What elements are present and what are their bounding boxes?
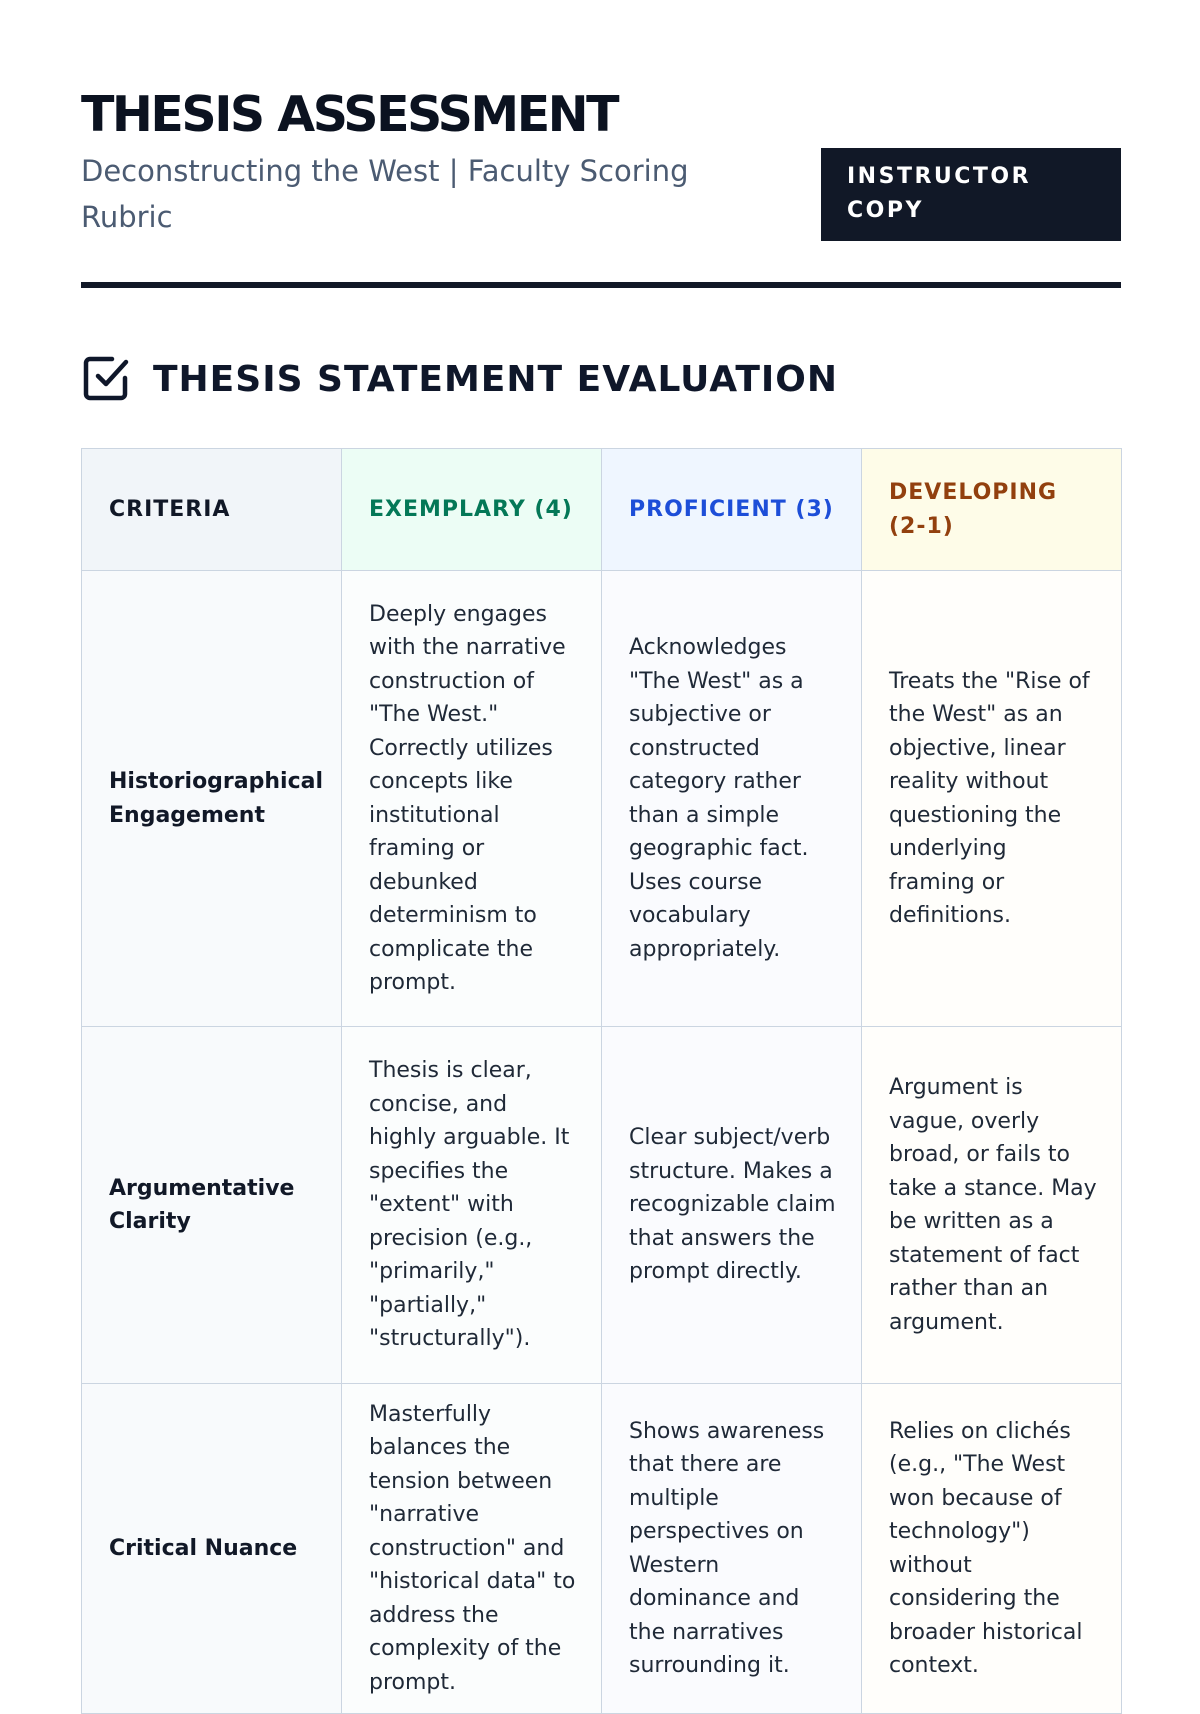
developing-cell: Argument is vague, overly broad, or fails to take a stance. May be written as a statement of fact rather than an argument. <box>862 1027 1122 1384</box>
criteria-cell: Argumentative Clarity <box>82 1027 342 1384</box>
page-subtitle: Deconstructing the West | Faculty Scoring Rubric <box>81 154 689 234</box>
rubric-table <box>81 448 1122 1714</box>
section-title: THESIS STATEMENT EVALUATION <box>153 358 839 400</box>
page-title: THESIS ASSESSMENT <box>81 86 618 143</box>
checkbox-icon <box>81 354 131 404</box>
proficient-cell: Acknowledges "The West" as a subjective or constructed category rather than a simple geographic fact. Uses course vocabulary appropriately. <box>602 571 862 1027</box>
header-criteria: CRITERIA <box>82 449 342 571</box>
criteria-cell: Historiographical Engagement <box>82 571 342 1027</box>
proficient-cell: Shows awareness that there are multiple perspectives on Western dominance and the narratives surrounding it. <box>602 1384 862 1714</box>
exemplary-cell: Masterfully balances the tension between "narrative construction" and "historical data" to address the complexity of the prompt. <box>342 1384 602 1714</box>
header-proficient: PROFICIENT (3) <box>602 449 862 571</box>
exemplary-cell: Thesis is clear, concise, and highly arguable. It specifies the "extent" with precision (e.g., "primarily," "partially," "structurally"). <box>342 1027 602 1384</box>
page-header <box>81 86 1121 288</box>
table-row <box>82 571 1122 1027</box>
header-exemplary: EXEMPLARY (4) <box>342 449 602 571</box>
table-row <box>82 1027 1122 1384</box>
proficient-cell: Clear subject/verb structure. Makes a recognizable claim that answers the prompt directly. <box>602 1027 862 1384</box>
developing-cell: Relies on clichés (e.g., "The West won because of technology") without considering the broader historical context. <box>862 1384 1122 1714</box>
criteria-cell: Critical Nuance <box>82 1384 342 1714</box>
developing-cell: Treats the "Rise of the West" as an objective, linear reality without questioning the underlying framing or definitions. <box>862 571 1122 1027</box>
table-row <box>82 1384 1122 1714</box>
section-header <box>81 352 838 406</box>
header-developing: DEVELOPING (2-1) <box>862 449 1122 571</box>
exemplary-cell: Deeply engages with the narrative construction of "The West." Correctly utilizes concepts like institutional framing or debunked determinism to complicate the prompt. <box>342 571 602 1027</box>
instructor-copy-badge: INSTRUCTOR COPY <box>821 148 1121 241</box>
rubric-header-row <box>82 449 1122 571</box>
